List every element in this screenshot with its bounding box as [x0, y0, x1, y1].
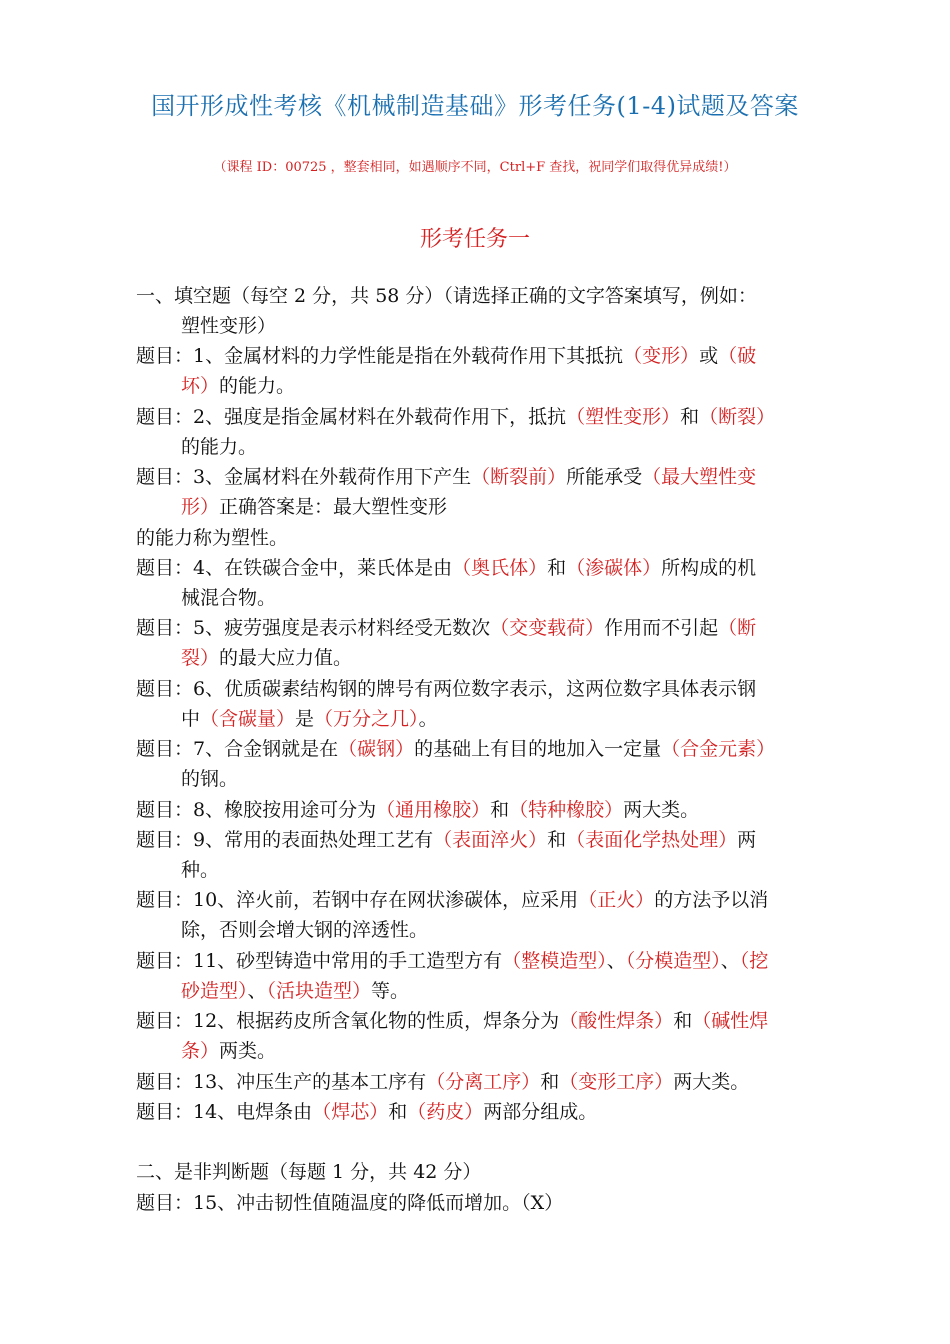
answer-text: （分离工序） [426, 1071, 541, 1093]
answer-text: （塑性变形） [566, 406, 681, 428]
question-text: 和 [547, 829, 567, 851]
text-line [136, 343, 756, 369]
question-text: 两大类。 [673, 1071, 750, 1093]
text-line [181, 917, 428, 943]
question-text: 的钢。 [181, 768, 239, 790]
question-text: 和 [540, 1071, 560, 1093]
answer-text: （表面淬火） [433, 829, 548, 851]
text-line [136, 887, 768, 913]
answer-text: （变形） [623, 345, 700, 367]
answer-text: （焊芯） [312, 1101, 389, 1123]
question-text: 塑性变形） [181, 315, 277, 337]
question-text: 的基础上有目的地加入一定量 [414, 738, 662, 760]
answer-text: （挖 [739, 950, 769, 972]
answer-text: 坏） [181, 375, 220, 397]
question-text: 的能力。 [219, 375, 296, 397]
answer-text: （碳钢） [338, 738, 415, 760]
text-line [136, 404, 775, 430]
answer-text: （表面化学热处理） [566, 829, 738, 851]
answer-text: （酸性焊条） [559, 1010, 674, 1032]
question-text: 中 [181, 708, 201, 730]
question-text: 题目：14、电焊条由 [136, 1101, 313, 1123]
section-title: 形考任务一 [419, 227, 530, 252]
question-text: 题目：15、冲击韧性值随温度的降低而增加。（X） [136, 1192, 564, 1214]
text-line [136, 1159, 481, 1185]
answer-text: （通用橡胶） [376, 799, 491, 821]
question-text: 的最大应力值。 [219, 647, 353, 669]
text-line [181, 857, 219, 883]
question-text: 、 [247, 980, 267, 1002]
question-text: 两类。 [219, 1040, 277, 1062]
answer-text: （最大塑性变 [642, 466, 757, 488]
text-line [181, 645, 352, 671]
answer-text: 裂） [181, 647, 220, 669]
answer-text: （合金元素） [661, 738, 776, 760]
answer-text: （活块造型） [266, 980, 372, 1002]
question-text: 和 [673, 1010, 693, 1032]
text-line [136, 1069, 749, 1095]
question-text: 的方法予以消 [654, 889, 769, 911]
question-text: 题目：10、淬火前，若钢中存在网状渗碳体，应采用 [136, 889, 579, 911]
question-text: 题目：4、在铁碳合金中，莱氏体是由 [136, 557, 453, 579]
question-text: 。 [418, 708, 438, 730]
text-line [136, 283, 757, 309]
answer-text: （交变载荷） [490, 617, 605, 639]
text-line [136, 797, 699, 823]
text-line [136, 525, 288, 551]
answer-text: （特种橡胶） [509, 799, 624, 821]
text-line [181, 585, 276, 611]
question-text: 二、是非判断题（每题 1 分，共 42 分） [136, 1161, 482, 1183]
text-line [181, 766, 238, 792]
answer-text: （万分之几） [314, 708, 419, 730]
question-text: 和 [547, 557, 567, 579]
answer-text: （奥氏体） [452, 557, 548, 579]
text-line [181, 1038, 276, 1064]
course-note: （课程 ID：00725 ，整套相同，如遇顺序不同，Ctrl+F 查找，祝同学们取得优异成绩!） [213, 160, 737, 175]
question-text: 题目：1、金属材料的力学性能是指在外载荷作用下其抵抗 [136, 345, 624, 367]
text-line [136, 736, 775, 762]
answer-text: （断 [718, 617, 757, 639]
text-line [181, 706, 438, 732]
text-line [136, 1099, 597, 1125]
text-line [181, 978, 409, 1004]
answer-text: （渗碳体） [566, 557, 662, 579]
question-text: 题目：2、强度是指金属材料在外载荷作用下，抵抗 [136, 406, 567, 428]
text-line [136, 1190, 563, 1216]
question-text: 是 [295, 708, 315, 730]
text-line [181, 434, 257, 460]
text-line [181, 494, 447, 520]
answer-text: （断裂） [699, 406, 776, 428]
question-text: 两 [737, 829, 757, 851]
text-line [136, 464, 756, 490]
answer-text: （整模造型） [502, 950, 607, 972]
question-text: 和 [388, 1101, 408, 1123]
text-line [136, 615, 756, 641]
question-text: 或 [699, 345, 719, 367]
question-text: 题目：11、砂型铸造中常用的手工造型方有 [136, 950, 503, 972]
question-text: 所能承受 [566, 466, 643, 488]
answer-text: （分模造型） [625, 950, 721, 972]
answer-text: （断裂前） [471, 466, 567, 488]
answer-text: （正火） [578, 889, 655, 911]
question-text: 一、填空题（每空 2 分，共 58 分）（请选择正确的文字答案填写，例如： [136, 285, 757, 307]
text-line [136, 948, 768, 974]
question-text: 题目：12、根据药皮所含氧化物的性质，焊条分为 [136, 1010, 560, 1032]
question-text: 的能力称为塑性。 [136, 527, 289, 549]
question-text: 题目：8、橡胶按用途可分为 [136, 799, 377, 821]
question-text: 、 [606, 950, 626, 972]
question-text: 两部分组成。 [483, 1101, 598, 1123]
question-text: 正确答案是：最大塑性变形 [219, 496, 448, 518]
question-text: 、 [720, 950, 740, 972]
question-text: 和 [490, 799, 510, 821]
document-title: 国开形成性考核《机械制造基础》形考任务(1-4)试题及答案 [151, 92, 799, 120]
answer-text: （碱性焊 [692, 1010, 769, 1032]
question-text: 的能力。 [181, 436, 258, 458]
text-line [136, 1008, 768, 1034]
answer-text: 形） [181, 496, 220, 518]
text-line [181, 313, 276, 339]
text-line [181, 373, 295, 399]
text-line [136, 827, 756, 853]
text-line [136, 676, 756, 702]
question-text: 械混合物。 [181, 587, 277, 609]
answer-text: 条） [181, 1040, 220, 1062]
question-text: 两大类。 [623, 799, 700, 821]
question-text: 和 [680, 406, 700, 428]
text-line [136, 555, 756, 581]
question-text: 题目：13、冲压生产的基本工序有 [136, 1071, 427, 1093]
question-text: 题目：5、疲劳强度是表示材料经受无数次 [136, 617, 491, 639]
question-text: 题目：7、合金钢就是在 [136, 738, 339, 760]
question-text: 除，否则会增大钢的淬透性。 [181, 919, 429, 941]
question-text: 所构成的机 [661, 557, 757, 579]
answer-text: （变形工序） [559, 1071, 674, 1093]
question-text: 题目：3、金属材料在外载荷作用下产生 [136, 466, 472, 488]
question-text: 作用而不引起 [604, 617, 719, 639]
answer-text: （药皮） [407, 1101, 484, 1123]
answer-text: （破 [718, 345, 757, 367]
question-text: 题目：9、常用的表面热处理工艺有 [136, 829, 434, 851]
question-text: 题目：6、优质碳素结构钢的牌号有两位数字表示，这两位数字具体表示钢 [136, 678, 757, 700]
question-text: 种。 [181, 859, 220, 881]
answer-text: （含碳量） [200, 708, 296, 730]
answer-text: 砂造型） [181, 980, 248, 1002]
question-text: 等。 [371, 980, 410, 1002]
